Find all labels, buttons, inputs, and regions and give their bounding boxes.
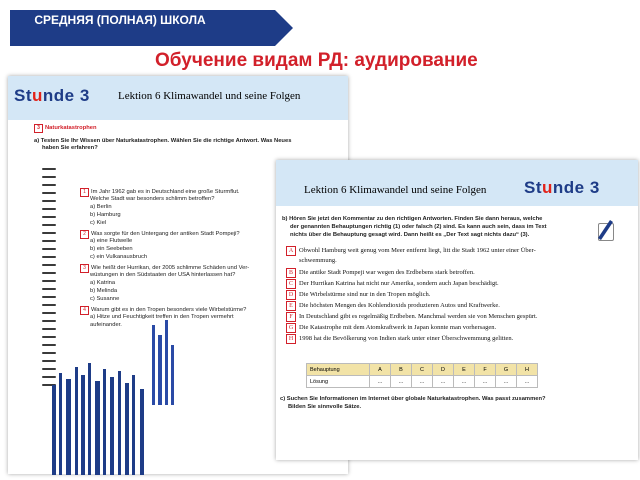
- question-option: c) ein Vulkanausbruch: [90, 254, 148, 260]
- instruction-b-3: nichts über die Behauptung gesagt wird. Dann heißt es „Der Text sagt nichts dazu“ (3).: [290, 232, 530, 238]
- statement-letter: C: [286, 279, 296, 289]
- question-number: 4: [80, 306, 89, 315]
- question-option: aufeinander.: [90, 322, 122, 328]
- table-header-cell: A: [370, 364, 391, 376]
- banner-text: СРЕДНЯЯ (ПОЛНАЯ) ШКОЛА: [34, 13, 206, 27]
- question-option: c) Kiel: [90, 220, 107, 226]
- section-heading: 3 Naturkatastrophen: [34, 124, 97, 133]
- instruction-a: a) Testen Sie Ihr Wissen über Naturkatastrophen. Wählen Sie die richtige Antwort. Was Neues: [34, 138, 292, 144]
- question-number: 3: [80, 264, 89, 273]
- slide-title: Обучение видам РД: аудирование: [155, 50, 478, 71]
- statement-letter: B: [286, 268, 296, 278]
- table-header-cell: D: [433, 364, 454, 376]
- school-level-banner: [10, 10, 275, 46]
- stunde-logo: Stunde 3: [14, 86, 90, 105]
- table-cell: …: [433, 376, 454, 388]
- table-header-cell: C: [412, 364, 433, 376]
- instruction-a-cont: haben Sie erfahren?: [42, 145, 98, 151]
- question-text: 2 Was sorgte für den Untergang der antiken Stadt Pompeji?: [80, 230, 240, 239]
- statement-item: E Die höchsten Mengen des Kohlendioxids produzieren Autos und Kraftwerke.: [286, 301, 500, 311]
- stunde-logo: Stunde 3: [524, 178, 600, 197]
- task-c-2: Bilden Sie sinnvolle Sätze.: [288, 404, 362, 410]
- statement-letter: F: [286, 312, 296, 322]
- statement-letter: H: [286, 334, 296, 344]
- question-option: b) Hamburg: [90, 212, 121, 218]
- statement-item: schwemmung.: [299, 257, 337, 264]
- statement-item: B Die antike Stadt Pompeji war wegen des Erdbebens stark betroffen.: [286, 268, 475, 278]
- table-header-cell: G: [496, 364, 517, 376]
- statement-item: H 1998 hat die Bevölkerung von Indien stark unter einer Überschwemmung gelitten.: [286, 334, 513, 344]
- question-number: 1: [80, 188, 89, 197]
- table-cell: Lösung: [307, 376, 370, 388]
- statement-item: G Die Katastrophe mit dem Atomkraftwerk in Japan konnte man vorhersagen.: [286, 323, 496, 333]
- question-text: 3 Wie heißt der Hurrikan, der 2005 schlimme Schäden und Ver-: [80, 264, 249, 273]
- question-option: c) Susanne: [90, 296, 120, 302]
- question-option: Welche Stadt war besonders schlimm betroffen?: [90, 196, 215, 202]
- lesson-header: Lektion 6 Klimawandel und seine Folgen: [118, 90, 301, 102]
- statement-letter: G: [286, 323, 296, 333]
- answer-table: [306, 363, 538, 388]
- statement-letter: D: [286, 290, 296, 300]
- question-number: 2: [80, 230, 89, 239]
- question-text: 4 Warum gibt es in den Tropen besonders viele Wirbelstürme?: [80, 306, 246, 315]
- statement-item: D Die Wirbelstürme sind nur in den Tropen möglich.: [286, 290, 430, 300]
- question-option: wüstungen in den Südstaaten der USA hinterlassen hat?: [90, 272, 236, 278]
- question-option: b) Melinda: [90, 288, 118, 294]
- table-cell: …: [370, 376, 391, 388]
- question-option: b) ein Seebeben: [90, 246, 133, 252]
- instruction-b-2: der genannten Behauptungen richtig (1) oder falsch (2) sind. Es kann auch sein, dass im Text: [290, 224, 547, 230]
- statement-item: F In Deutschland gibt es regelmäßig Erdbeben. Manchmal werden sie von Menschen gespürt.: [286, 312, 537, 322]
- table-header-cell: Behauptung: [307, 364, 370, 376]
- pencil-icon: [594, 216, 618, 244]
- instruction-b-1: b) Hören Sie jetzt den Kommentar zu den richtigen Antworten. Finden Sie dann heraus, welche: [282, 216, 543, 222]
- table-header-cell: B: [391, 364, 412, 376]
- question-option: a) eine Flutwelle: [90, 238, 133, 244]
- task-c-1: c) Suchen Sie Informationen im Internet über globale Naturkatastrophen. Was passt zusammen?: [280, 396, 546, 402]
- question-text: 1 Im Jahr 1962 gab es in Deutschland eine große Sturmflut.: [80, 188, 240, 197]
- table-cell: …: [391, 376, 412, 388]
- table-header-cell: E: [454, 364, 475, 376]
- decorative-bars: [40, 315, 180, 480]
- lesson-header: Lektion 6 Klimawandel und seine Folgen: [304, 184, 487, 196]
- question-option: a) Berlin: [90, 204, 112, 210]
- question-option: a) Hitze und Feuchtigkeit treffen in den Tropen vermehrt: [90, 314, 234, 320]
- statement-letter: A: [286, 246, 296, 256]
- table-header-cell: H: [517, 364, 538, 376]
- statement-letter: E: [286, 301, 296, 311]
- statement-item: A Obwohl Hamburg weit genug vom Meer entfernt liegt, litt die Stadt 1962 unter einer Über-: [286, 246, 536, 256]
- question-option: a) Katrina: [90, 280, 116, 286]
- table-cell: …: [496, 376, 517, 388]
- table-cell: …: [475, 376, 496, 388]
- statement-item: C Der Hurrikan Katrina hat nicht nur Amerika, sondern auch Japan beschädigt.: [286, 279, 499, 289]
- textbook-page-2: [276, 160, 638, 460]
- table-cell: …: [454, 376, 475, 388]
- table-cell: …: [517, 376, 538, 388]
- table-cell: …: [412, 376, 433, 388]
- table-header-cell: F: [475, 364, 496, 376]
